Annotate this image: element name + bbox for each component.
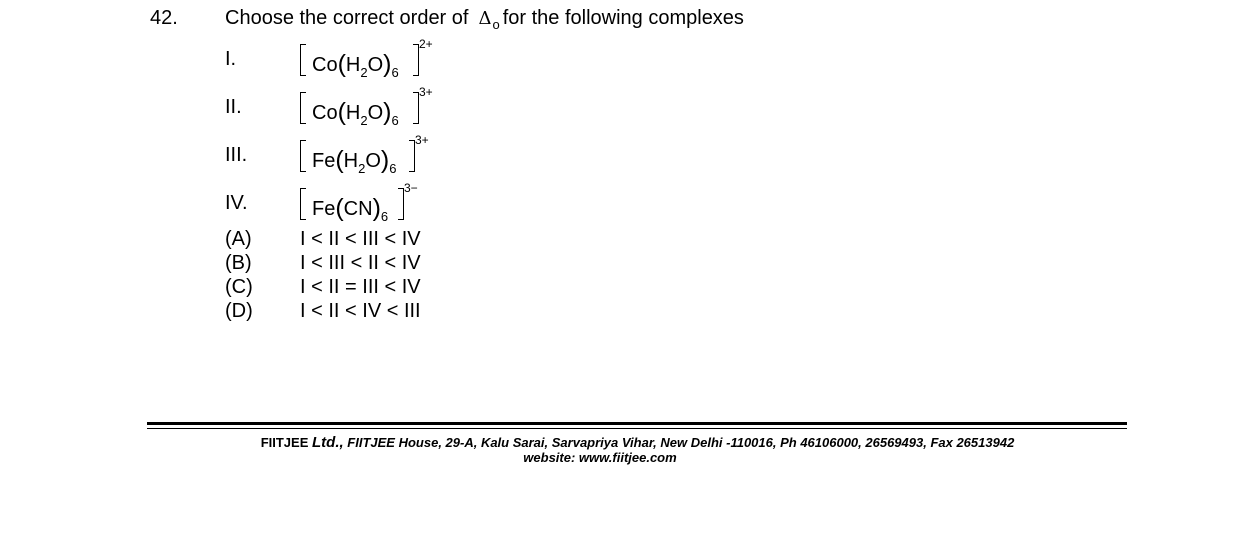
question-text-after: for the following complexes: [502, 7, 744, 29]
ligand-count: 6: [380, 209, 389, 224]
footer-rule-thick: [147, 422, 1127, 425]
footer-website: website: www.fiitjee.com: [523, 450, 677, 465]
item-label-2: II.: [225, 96, 242, 118]
footer-rule-thin: [147, 428, 1127, 429]
ligand: H: [343, 150, 359, 172]
ligand: CN: [343, 198, 373, 220]
option-b-letter: (B): [225, 252, 252, 274]
option-d-text: I < II < IV < III: [300, 300, 421, 322]
question-text-before: Choose the correct order of: [225, 7, 469, 29]
option-c-text: I < II = III < IV: [300, 276, 421, 298]
footer-address-text: FIITJEE House, 29-A, Kalu Sarai, Sarvapriya Vihar, New Delhi -110016, Ph 46106000, 26569493, Fax 26513942: [347, 435, 1015, 450]
complex-formula: $Co(H_2O)_6$: [312, 98, 399, 128]
metal: Co: [312, 54, 338, 76]
ligand: H: [345, 54, 361, 76]
left-bracket: [300, 140, 306, 172]
footer-brand: FIITJEE: [260, 435, 309, 450]
option-a-letter: (A): [225, 228, 252, 250]
ligand-subscript: 2: [360, 113, 368, 128]
charge: 3+: [415, 133, 429, 147]
option-d-letter: (D): [225, 300, 253, 322]
left-bracket: [300, 188, 306, 220]
ligand-rest: O: [367, 54, 384, 76]
question-text: [225, 7, 744, 30]
metal: Co: [312, 102, 338, 124]
ligand-rest: O: [367, 102, 384, 124]
complex-formula: $Fe(H_2O)_6$: [312, 146, 397, 176]
ligand-count: 6: [389, 161, 397, 176]
ligand: H: [345, 102, 361, 124]
metal: Fe: [312, 198, 336, 220]
item-label-1: I.: [225, 48, 237, 70]
ligand-rest: O: [365, 150, 381, 172]
delta-subscript: o: [492, 17, 500, 32]
ligand-subscript: 2: [360, 65, 368, 80]
ligand-subscript: 2: [358, 161, 366, 176]
complex-formula: $Co(H_2O)_6$: [312, 50, 399, 80]
option-a-text: I < II < III < IV: [300, 228, 421, 250]
charge: 3+: [419, 85, 433, 99]
item-label-3: III.: [225, 144, 248, 166]
question-number: 42.: [150, 7, 178, 29]
footer-address: [0, 434, 1238, 451]
metal: Fe: [312, 150, 336, 172]
left-bracket: [300, 44, 306, 76]
option-b-text: I < III < II < IV: [300, 252, 421, 274]
footer-ltd: Ltd.,: [312, 434, 344, 451]
item-label-4: IV.: [225, 192, 248, 214]
ligand-count: 6: [391, 113, 399, 128]
ligand-count: 6: [391, 65, 399, 80]
charge: 2+: [419, 37, 433, 51]
left-bracket: [300, 92, 306, 124]
option-c-letter: (C): [225, 276, 253, 298]
charge: 3−: [404, 181, 418, 195]
delta-symbol: Δ: [478, 8, 492, 29]
complex-formula: $Fe(CN)_6$: [312, 194, 389, 224]
